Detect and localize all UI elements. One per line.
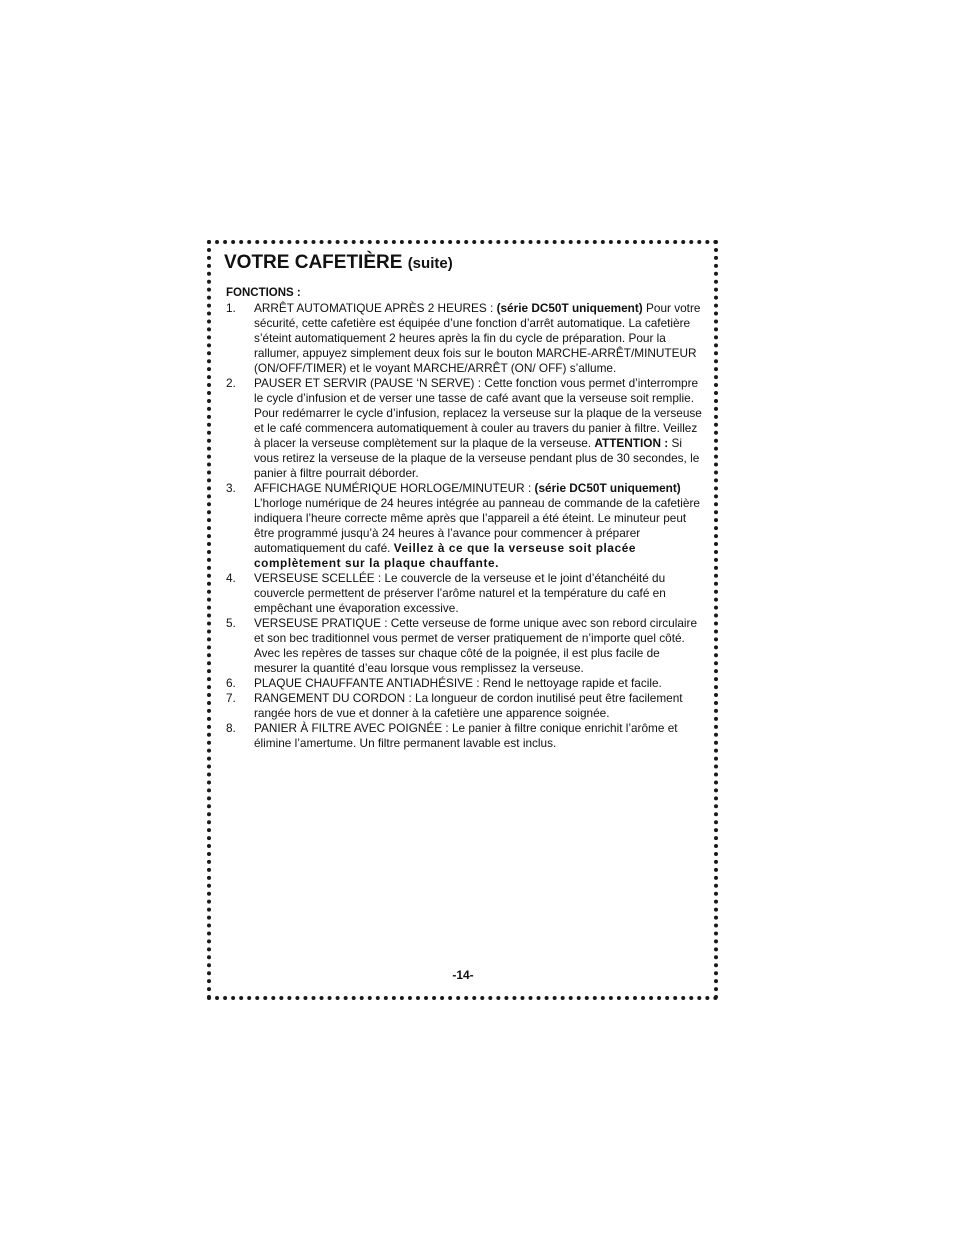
feature-item-text [254, 721, 702, 751]
body-text: PLAQUE CHAUFFANTE ANTIADHÉSIVE : Rend le nettoyage rapide et facile. [254, 676, 662, 690]
feature-item [226, 721, 702, 751]
body-text: AFFICHAGE NUMÉRIQUE HORLOGE/MINUTEUR : [254, 481, 535, 495]
page-title [224, 250, 453, 277]
feature-item-text [254, 616, 702, 676]
feature-item-text [254, 691, 702, 721]
bold-text: (série DC50T uniquement) [496, 301, 643, 315]
bold-text: ATTENTION : [594, 436, 669, 450]
page-number: -14- [452, 968, 474, 982]
bold-text: (série DC50T uniquement) [534, 481, 681, 495]
feature-item [226, 616, 702, 676]
feature-item [226, 676, 702, 691]
body-text: PANIER À FILTRE AVEC POIGNÉE : Le panier à filtre conique enrichit l’arôme et élimine l’amertume. Un filtre permanent lavable est inclus. [254, 721, 678, 750]
feature-item-number: 8. [226, 721, 236, 735]
feature-item [226, 571, 702, 616]
feature-item-number: 3. [226, 481, 236, 495]
body-text: L’horloge numérique de 24 heures intégrée au panneau de commande de la cafetière indiquera l’heure correcte même après que l’appareil a été éteint. Le minuteur peut être programmé jusqu’à 24 heures à l’avance pour commencer à préparer automatiquement du café. [254, 496, 700, 555]
feature-item-number: 2. [226, 376, 236, 390]
feature-item-text [254, 676, 702, 691]
feature-item-text [254, 376, 702, 481]
feature-item [226, 691, 702, 721]
feature-item-number: 5. [226, 616, 236, 630]
body-text: Pour votre sécurité, cette cafetière est équipée d’une fonction d’arrêt automatique. La cafetière s’éteint automatiquement 2 heures après la fin du cycle de préparation. Pour la rallumer, appuyez simplement deux fois sur le bouton MARCHE-ARRÊT/MINUTEUR (ON/OFF/TIMER) et le voyant MARCHE/ARRÊT (ON/ OFF) s’allume. [254, 301, 701, 375]
feature-item-number: 1. [226, 301, 236, 315]
feature-item-text [254, 301, 702, 376]
features-list [226, 301, 702, 751]
feature-item-number: 4. [226, 571, 236, 585]
feature-item-number: 7. [226, 691, 236, 705]
title-suffix: (suite) [407, 255, 453, 272]
body-text: Si vous retirez la verseuse de la plaque de la verseuse pendant plus de 30 secondes, le panier à filtre pourrait déborder. [254, 436, 700, 480]
feature-item-text [254, 481, 702, 571]
feature-item-number: 6. [226, 676, 236, 690]
body-text: PAUSER ET SERVIR (PAUSE ‘N SERVE) : Cette fonction vous permet d’interrompre le cycle d’infusion et de verser une tasse de café avant que la verseuse soit remplie. Pour redémarrer le cycle d’infusion, replacez la verseuse sur la plaque de la verseuse et le café commencera automatiquement à couler au travers du panier à filtre. Veillez à placer la verseuse complètement sur la plaque de la verseuse. [254, 376, 702, 450]
bold-text: Veillez à ce que la verseuse soit placée complètement sur la plaque chauffante. [254, 541, 637, 570]
body-text: VERSEUSE PRATIQUE : Cette verseuse de forme unique avec son rebord circulaire et son bec traditionnel vous permet de verser pratiquement de n’importe quel côté. Avec les repères de tasses sur chaque côté de la poignée, il est plus facile de mesurer la quantité d’eau lorsque vous remplissez la verseuse. [254, 616, 698, 675]
section-label-fonctions: FONCTIONS : [226, 287, 301, 299]
feature-item [226, 376, 702, 481]
body-text: VERSEUSE SCELLÉE : Le couvercle de la verseuse et le joint d’étanchéité du couvercle permettent de préserver l’arôme naturel et la température du café en empêchant une évaporation excessive. [254, 571, 666, 615]
body-text: RANGEMENT DU CORDON : La longueur de cordon inutilisé peut être facilement rangée hors de vue et donner à la cafetière une apparence soignée. [254, 691, 683, 720]
feature-item [226, 481, 702, 571]
feature-item-text [254, 571, 702, 616]
body-text: ARRÊT AUTOMATIQUE APRÈS 2 HEURES : [254, 301, 497, 315]
feature-item [226, 301, 702, 376]
title-main: VOTRE CAFETIÈRE [224, 252, 403, 273]
